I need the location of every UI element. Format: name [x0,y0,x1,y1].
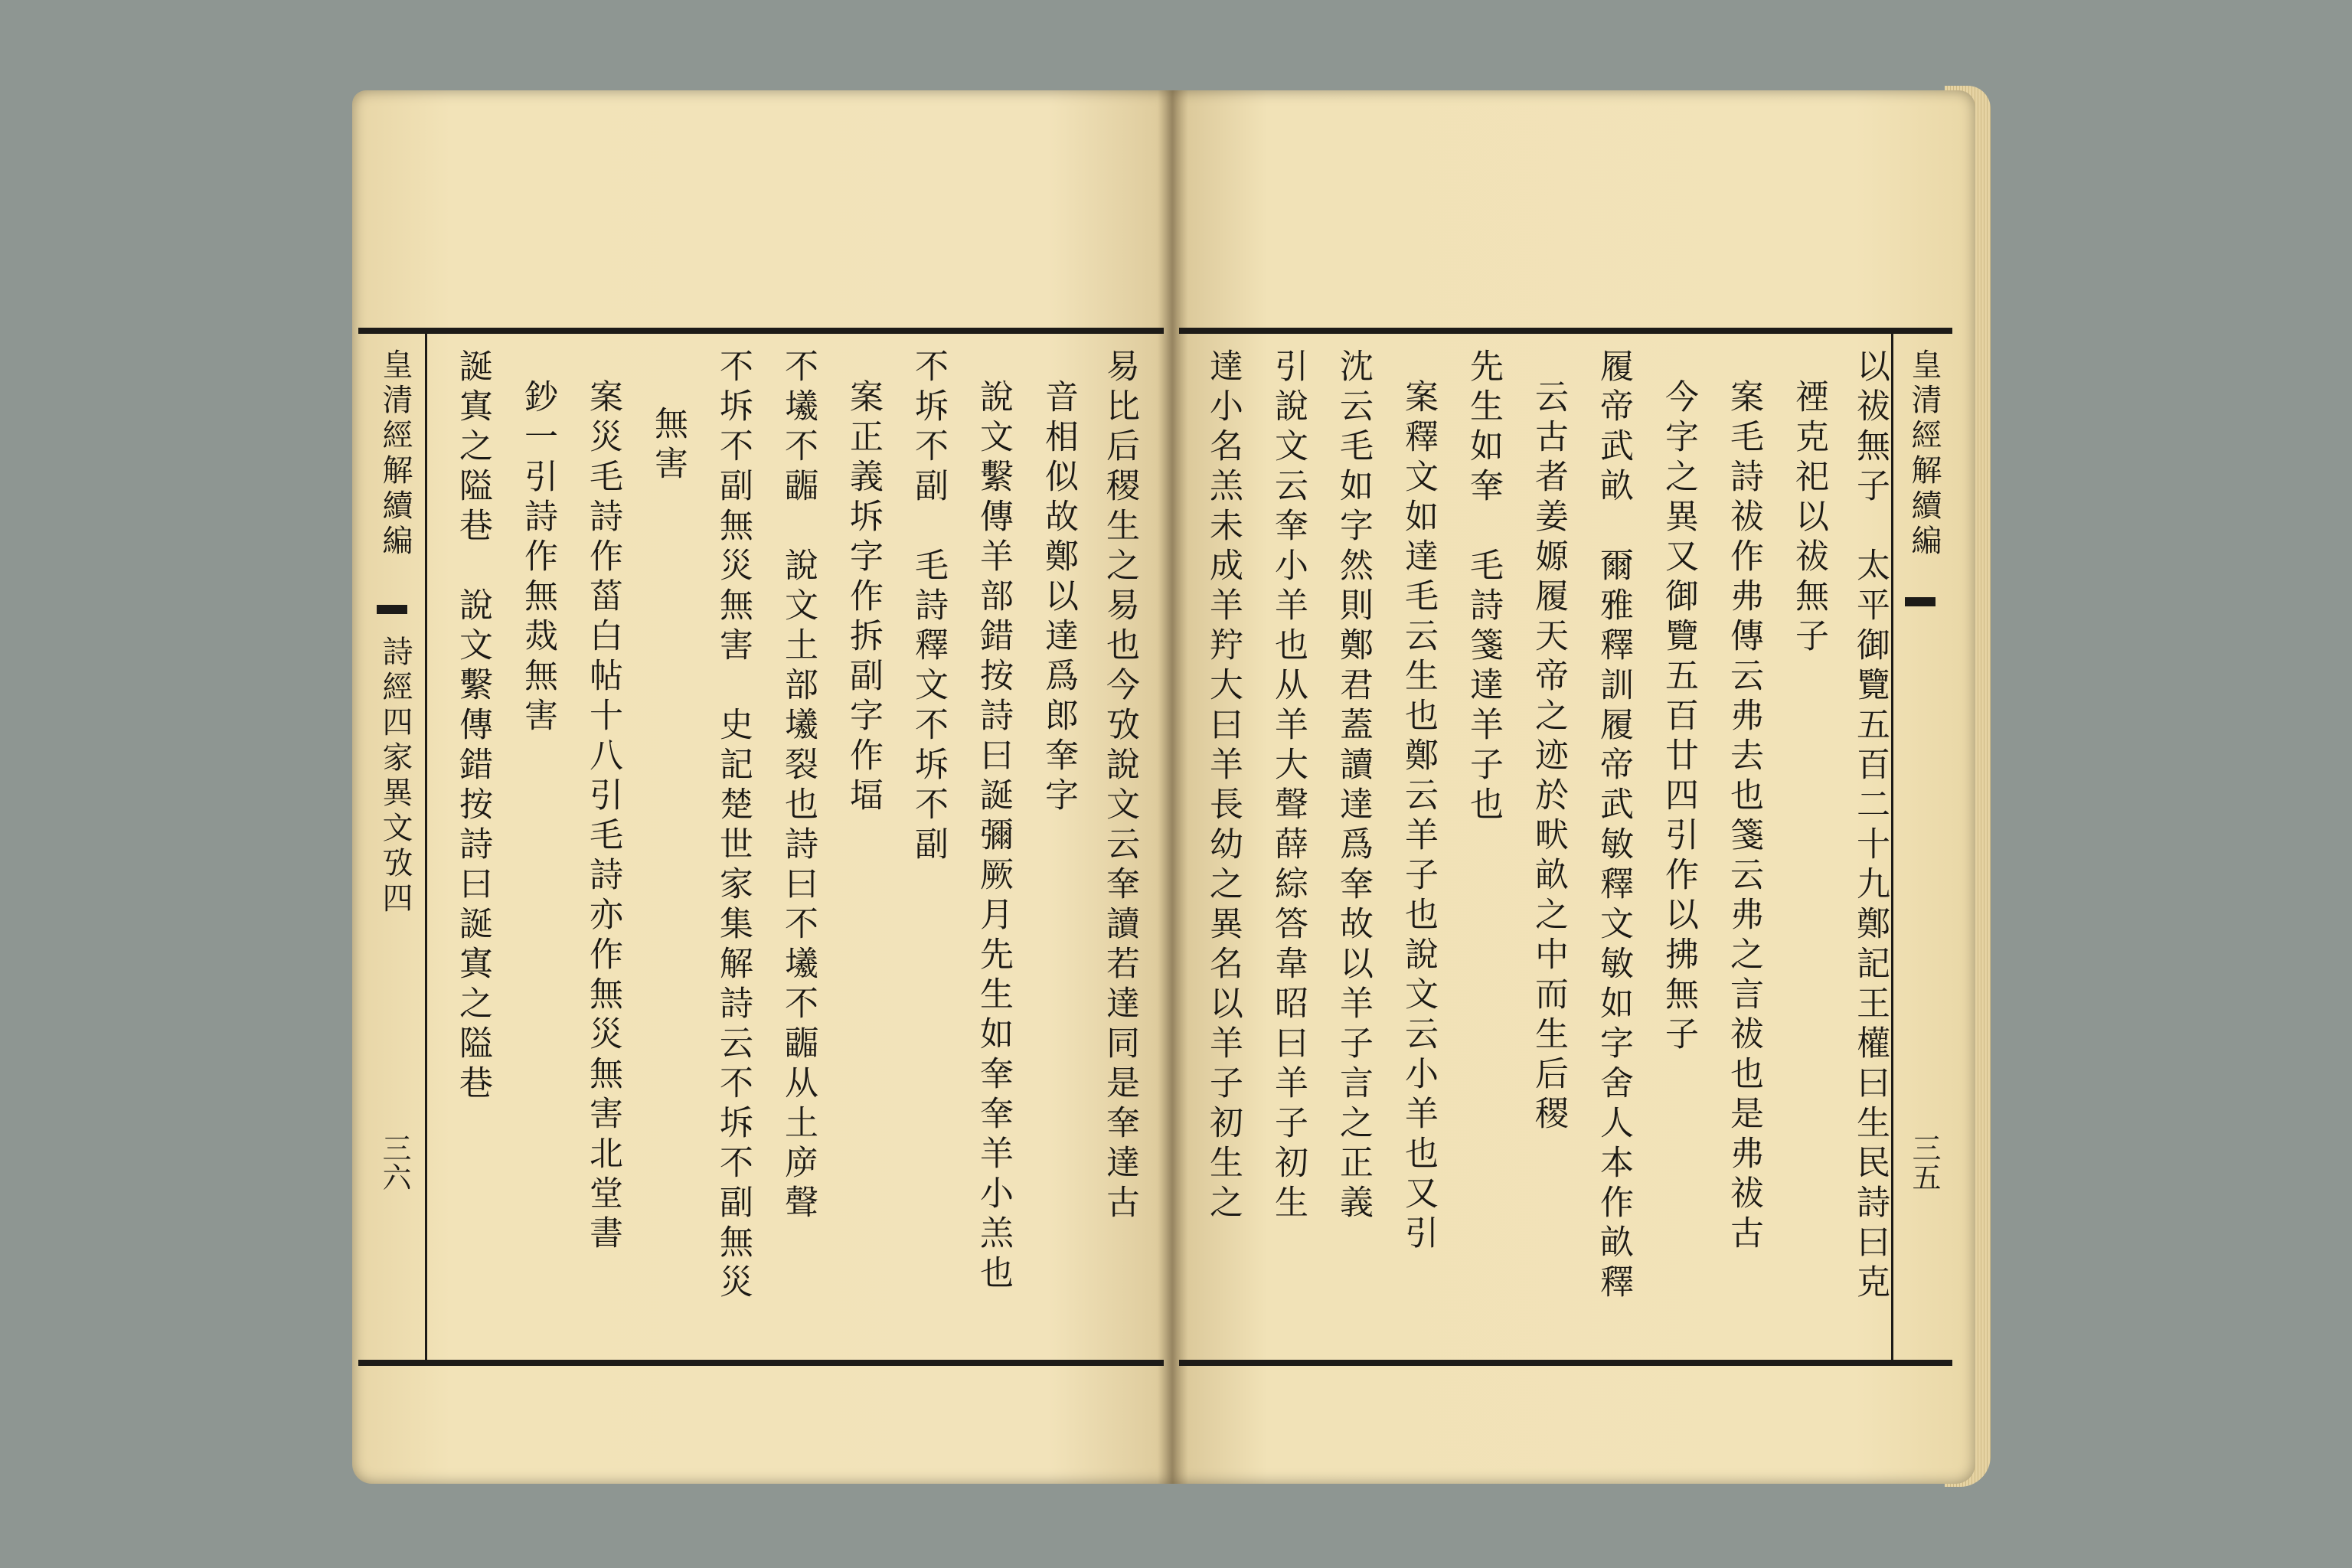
right-column-7: 先生如羍 毛詩箋達羊子也 [1464,348,1503,826]
book-gutter [1158,90,1188,1484]
left-top-rule [358,328,1164,334]
left-fishtail-mark [377,605,407,614]
right-bottom-rule [1179,1360,1952,1366]
left-margin-title: 皇清經解續編 [377,348,413,560]
left-section-title: 詩經四家異文攷四 [377,635,413,917]
left-column-8: 無害 [648,406,688,485]
left-margin-rule [425,334,427,1360]
left-page-number: 三六 [377,1133,411,1191]
left-column-3: 說文繫傳羊部錯按詩曰誕彌厥月先生如羍羍羊小羔也 [974,379,1013,1295]
right-column-1: 以祓無子 太平御覽五百二十九鄭記王權曰生民詩曰克 [1851,348,1890,1304]
right-column-10: 引說文云羍小羊也从羊大聲薛綜答韋昭曰羊子初生 [1269,348,1308,1224]
left-column-1: 易比后稷生之易也今攷說文云羍讀若達同是羍達古 [1100,348,1139,1224]
right-margin-rule [1891,334,1893,1360]
left-column-7: 不坼不副無災無害 史記楚世家集解詩云不坼不副無災 [714,348,753,1304]
left-column-4: 不坼不副 毛詩釋文不坼不副 [909,348,948,866]
right-column-3: 案毛詩祓作弗傳云弗去也箋云弗之言祓也是弗祓古 [1724,379,1763,1255]
left-column-6: 不㙿不疈 說文土部㙿裂也詩曰不㙿不疈从土㡿聲 [779,348,818,1224]
left-column-5: 案正義坼字作拆副字作堛 [844,379,883,817]
left-column-10: 鈔一引詩作無烖無害 [518,379,557,737]
left-column-2: 音相似故鄭以達爲郎羍字 [1039,379,1078,817]
right-top-rule [1179,328,1952,334]
right-margin-title: 皇清經解續編 [1906,348,1942,560]
right-column-9: 沈云毛如字然則鄭君蓋讀達爲羍故以羊子言之正義 [1334,348,1373,1224]
right-page-number: 三五 [1907,1133,1941,1191]
right-column-8: 案釋文如達毛云生也鄭云羊子也說文云小羊也又引 [1399,379,1438,1255]
right-fishtail-mark [1905,597,1936,606]
right-column-11: 達小名羔未成羊羜大曰羊長幼之異名以羊子初生之 [1204,348,1243,1224]
right-column-4: 今字之異又御覽五百廿四引作以拂無子 [1659,379,1698,1056]
right-column-2: 禋克祀以祓無子 [1789,379,1828,658]
left-column-9: 案災毛詩作菑白帖十八引毛詩亦作無災無害北堂書 [583,379,622,1255]
right-column-5: 履帝武畝 爾雅釋訓履帝武敏釋文敏如字舍人本作畝釋 [1594,348,1633,1304]
right-column-6: 云古者姜嫄履天帝之迹於畎畝之中而生后稷 [1529,379,1568,1135]
left-bottom-rule [358,1360,1164,1366]
left-column-11: 誕寘之隘巷 說文繫傳錯按詩曰誕寘之隘巷 [453,348,492,1105]
